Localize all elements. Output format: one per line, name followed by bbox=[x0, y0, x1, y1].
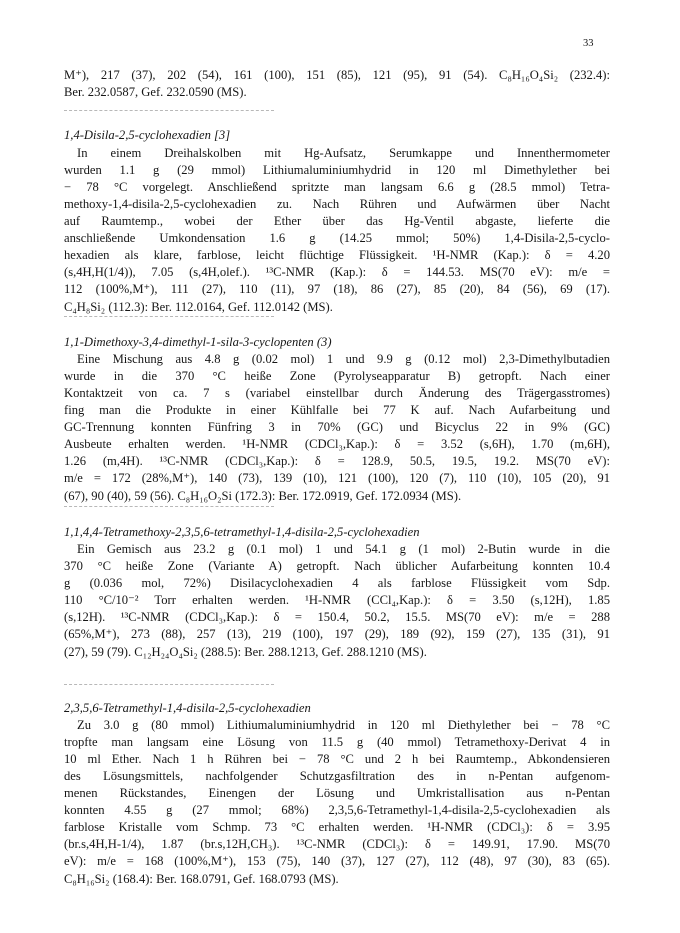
text-line: (67), 90 (40), 59 (56). C₈H₁₆O₂Si (172.3): Ber. 172.0919, Gef. 172.0934 (MS). bbox=[64, 489, 462, 503]
text-line: Ein Gemisch aus 23.2 g (0.1 mol) 1 und 54.1 g (1 mol) 2-Butin wurde in die bbox=[77, 542, 610, 556]
section-title: 2,3,5,6-Tetramethyl-1,4-disila-2,5-cyclohexadien bbox=[64, 701, 311, 715]
text-line: wurde in die 370 °C heiße Zone (Pyrolyseapparatur B) getropft. Nach einer bbox=[64, 369, 610, 383]
text-line: g (0.036 mol, 72%) Disilacyclohexadien 4 als farblose Flüssigkeit vom Sdp. bbox=[64, 576, 610, 590]
text-line: Kontaktzeit von ca. 7 s (variabel einstellbar durch Änderung des Trägergasstromes) bbox=[64, 386, 610, 400]
text-line: tropfte man langsam eine Lösung von 11.5 g (40 mmol) Tetramethoxy-Derivat 4 in bbox=[64, 735, 610, 749]
text-line: C₄H₈Si₂ (112.3): Ber. 112.0164, Gef. 112.0142 (MS). bbox=[64, 300, 333, 314]
section-separator bbox=[64, 506, 274, 507]
text-line: des Lösungsmittels, nachfolgender Schutzgasfiltration des in n-Pentan aufgenom- bbox=[64, 769, 610, 783]
text-line: 112 (100%,M⁺), 111 (27), 110 (11), 97 (18), 86 (27), 85 (20), 84 (56), 69 (17). bbox=[64, 282, 610, 296]
text-line: m/e = 172 (28%,M⁺), 140 (73), 139 (10), 121 (100), 120 (7), 110 (10), 105 (20), 91 bbox=[64, 471, 610, 485]
text-line: eV): m/e = 168 (100%,M⁺), 153 (75), 140 (37), 127 (27), 112 (48), 97 (30), 83 (65). bbox=[64, 854, 610, 868]
text-line: (s,12H). ¹³C-NMR (CDCl₃,Kap.): δ = 150.4, 50.2, 15.5. MS(70 eV): m/e = 288 bbox=[64, 610, 610, 624]
text-line: Eine Mischung aus 4.8 g (0.02 mol) 1 und 9.9 g (0.12 mol) 2,3-Dimethylbutadien bbox=[77, 352, 610, 366]
text-line: auf Raumtemp., wobei der Ether über das Hg-Ventil abgaste, lieferte die bbox=[64, 214, 610, 228]
text-line: konnten 4.55 g (27 mmol; 68%) 2,3,5,6-Tetramethyl-1,4-disila-2,5-cyclohexadien als bbox=[64, 803, 610, 817]
text-line: 1.26 (m,4H). ¹³C-NMR (CDCl₃,Kap.): δ = 128.9, 50.5, 19.5, 19.2. MS(70 eV): bbox=[64, 454, 610, 468]
text-line: methoxy-1,4-disila-2,5-cyclohexadien zu. Nach Rühren und Aufwärmen über Nacht bbox=[64, 197, 610, 211]
text-line: (s,4H,H(1/4)), 7.05 (s,4H,olef.). ¹³C-NMR (Kap.): δ = 144.53. MS(70 eV): m/e = bbox=[64, 265, 610, 279]
text-line: (br.s,4H,H-1/4), 1.87 (br.s,12H,CH₃). ¹³C-NMR (CDCl₃): δ = 149.91, 17.90. MS(70 bbox=[64, 837, 610, 851]
text-line: hexadien als klare, farblose, leicht flüchtige Flüssigkeit. ¹H-NMR (Kap.): δ = 4.20 bbox=[64, 248, 610, 262]
text-line: anschließende Umkondensation 1.6 g (14.25 mmol; 50%) 1,4-Disila-2,5-cyclo- bbox=[64, 231, 610, 245]
section-separator bbox=[64, 316, 274, 317]
text-line: 110 °C/10⁻² Torr erhalten werden. ¹H-NMR (CCl₄,Kap.): δ = 3.50 (s,12H), 1.85 bbox=[64, 593, 610, 607]
text-line: Zu 3.0 g (80 mmol) Lithiumaluminiumhydrid in 120 ml Diethylether bei − 78 °C bbox=[77, 718, 610, 732]
text-line: (65%,M⁺), 273 (88), 257 (13), 219 (100), 197 (29), 189 (92), 159 (27), 135 (31), 91 bbox=[64, 627, 610, 641]
section-title: 1,1,4,4-Tetramethoxy-2,3,5,6-tetramethyl-1,4-disila-2,5-cyclohexadien bbox=[64, 525, 420, 539]
text-line: (27), 59 (79). C₁₂H₂₄O₄Si₂ (288.5): Ber. 288.1213, Gef. 288.1210 (MS). bbox=[64, 645, 427, 659]
text-line: farblose Kristalle vom Schmp. 73 °C erhalten werden. ¹H-NMR (CDCl₃): δ = 3.95 bbox=[64, 820, 610, 834]
text-line: wurden 1.1 g (29 mmol) Lithiumaluminiumhydrid in 120 ml Dimethylether bei bbox=[64, 163, 610, 177]
section-title: 1,4-Disila-2,5-cyclohexadien [3] bbox=[64, 128, 231, 142]
section-title: 1,1-Dimethoxy-3,4-dimethyl-1-sila-3-cyclopenten (3) bbox=[64, 335, 332, 349]
text-line: 10 ml Ether. Nach 1 h Rühren bei − 78 °C und 2 h bei Raumtemp., Abkondensieren bbox=[64, 752, 610, 766]
section-separator bbox=[64, 684, 274, 685]
section-separator bbox=[64, 110, 274, 111]
text-line: Ber. 232.0587, Gef. 232.0590 (MS). bbox=[64, 85, 247, 99]
text-line: − 78 °C vorgelegt. Anschließend spritzte man langsam 6.6 g (28.5 mmol) Tetra- bbox=[64, 180, 610, 194]
text-line: fing man die Produkte in einer Kühlfalle bei 77 K auf. Nach Aufarbeitung und bbox=[64, 403, 610, 417]
text-line: GC-Trennung konnten Fünfring 3 in 70% (GC) und Bicyclus 22 in 9% (GC) bbox=[64, 420, 610, 434]
page-number: 33 bbox=[583, 38, 594, 49]
text-line: M⁺), 217 (37), 202 (54), 161 (100), 151 (85), 121 (95), 91 (54). C₈H₁₆O₄Si₂ (232.4): bbox=[64, 68, 610, 82]
text-line: C₈H₁₆Si₂ (168.4): Ber. 168.0791, Gef. 168.0793 (MS). bbox=[64, 872, 339, 886]
text-line: In einem Dreihalskolben mit Hg-Aufsatz, Serumkappe und Innenthermometer bbox=[77, 146, 610, 160]
text-line: 370 °C heiße Zone (Variante A) getropft. Nach üblicher Aufarbeitung konnten 10.4 bbox=[64, 559, 610, 573]
text-line: Ausbeute erhalten werden. ¹H-NMR (CDCl₃,Kap.): δ = 3.52 (s,6H), 1.70 (m,6H), bbox=[64, 437, 610, 451]
text-line: menen Rückstandes, Einengen der Lösung und Umkristallisation aus n-Pentan bbox=[64, 786, 610, 800]
